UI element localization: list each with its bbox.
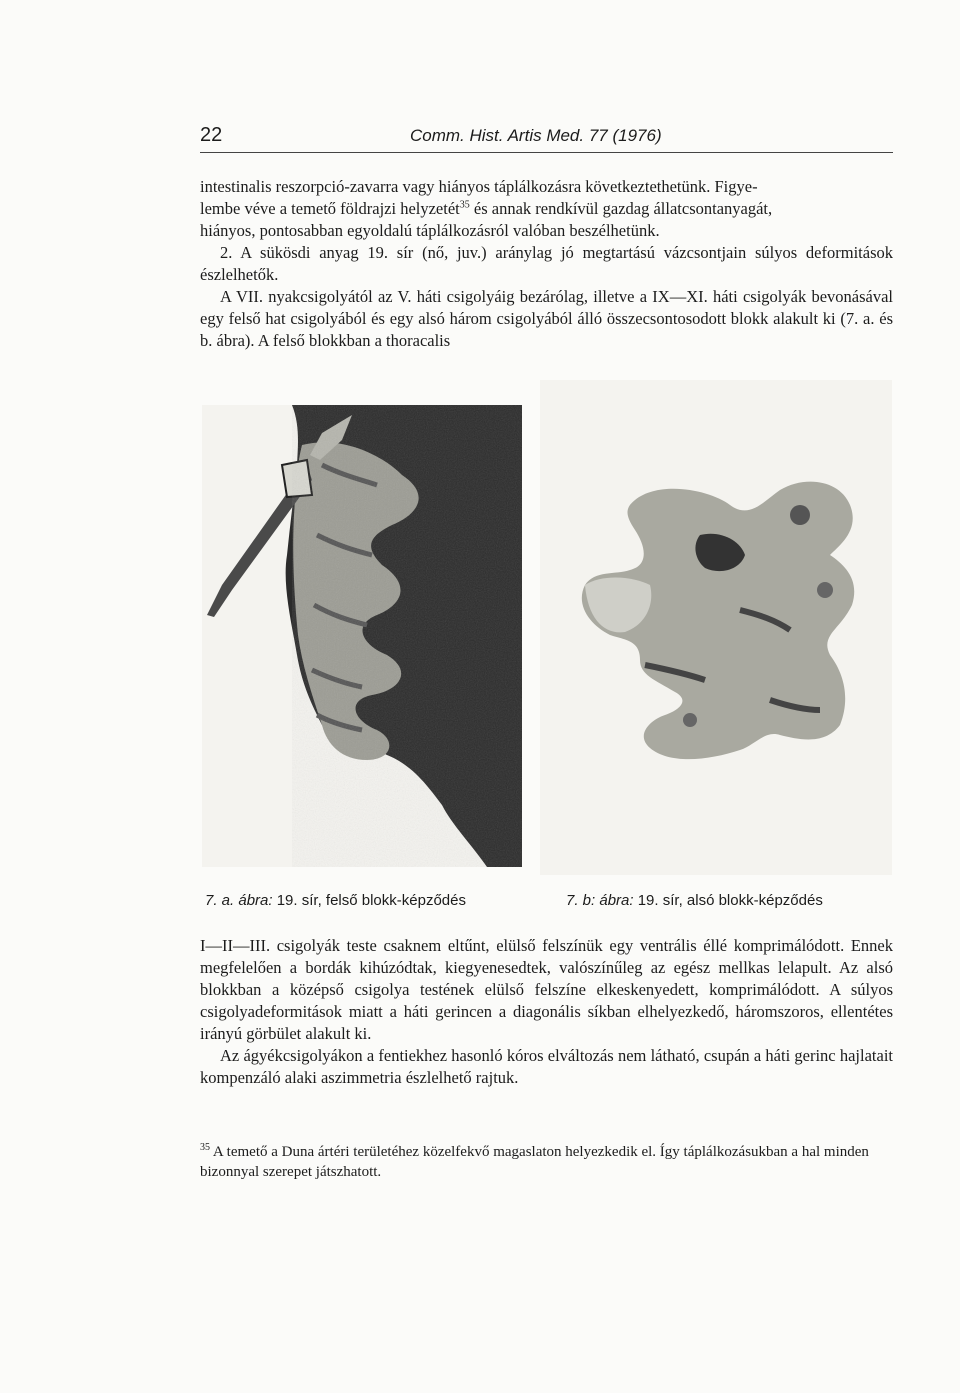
body-text-upper [200,176,893,352]
footnote-marker: 35 [200,1142,210,1153]
para1-line1: intestinalis reszorpció-zavarra vagy hiányos táplálkozásra következtethetünk. Figye- [200,177,758,196]
footnote-text: A temető a Duna ártéri területéhez közelfekvő magaslaton helyezkedik el. Így táplálkozásukban a hal minden bizonnyal szerepet játszhatott. [200,1144,869,1180]
paragraph-2: 2. A sükösdi anyag 19. sír (nő, juv.) aránylag jó megtartású vázcsontjain súlyos deformitások észlelhetők. [200,243,893,284]
figure-7a-caption [205,892,466,909]
page-number: 22 [200,124,223,146]
paragraph-4: I—II—III. csigolyák teste csaknem eltűnt, elülső felszínük egy ventrális éllé komprimálódott. Ennek megfelelően a bordák kihúzódtak, kiegyenesedtek, valószínűleg az egész mellkas lelapult. Az alsó blokkban a középső csigolya testének elülső felszíne elkeskenyedett, komprimálódott. A súlyos csigolyadeformitások miatt a háti gerincen a diagonális síkban elhelyezkedő, háromszoros, ellentétes irányú görbület alakult ki. [200,936,893,1043]
journal-citation: Comm. Hist. Artis Med. 77 (1976) [410,126,662,145]
paragraph-1 [200,176,893,242]
footnote-ref: 35 [459,199,470,211]
figure-7b-text: 19. sír, alsó blokk-képződés [637,892,823,909]
footnote [200,1142,893,1182]
para1-line3: hiányos, pontosabban egyoldalú táplálkozásról valóban beszélhetünk. [200,221,660,240]
figure-7a-text: 19. sír, felső blokk-képződés [276,892,466,909]
running-header [200,124,893,153]
upper-vertebral-block-photo [202,405,522,867]
figure-7b-label: 7. b: ábra: [566,892,634,909]
figure-7a-image [202,405,522,867]
paragraph-5: Az ágyékcsigolyákon a fentiekhez hasonló kóros elváltozás nem látható, csupán a háti gerinc hajlatait kompenzáló alaki aszimmetria észlelhető rajtuk. [200,1046,893,1087]
para1-line2a: lembe véve a temető földrajzi helyzetét [200,199,460,218]
figure-7b-caption [566,892,823,909]
para1-line2b: és annak rendkívül gazdag állatcsontanyagát, [469,199,773,218]
figure-7b-image [540,380,892,875]
body-text-lower [200,935,893,1089]
figure-7a-label: 7. a. ábra: [205,892,273,909]
paragraph-3: A VII. nyakcsigolyától az V. háti csigolyáig bezárólag, illetve a IX—XI. háti csigolyák bevonásával egy felső hat csigolyából és egy alsó három csigolyából álló összecsontosodott blokk alakult ki (7. a. és b. ábra). A felső blokkban a thoracalis [200,287,893,350]
lower-vertebral-block-photo [540,380,892,875]
